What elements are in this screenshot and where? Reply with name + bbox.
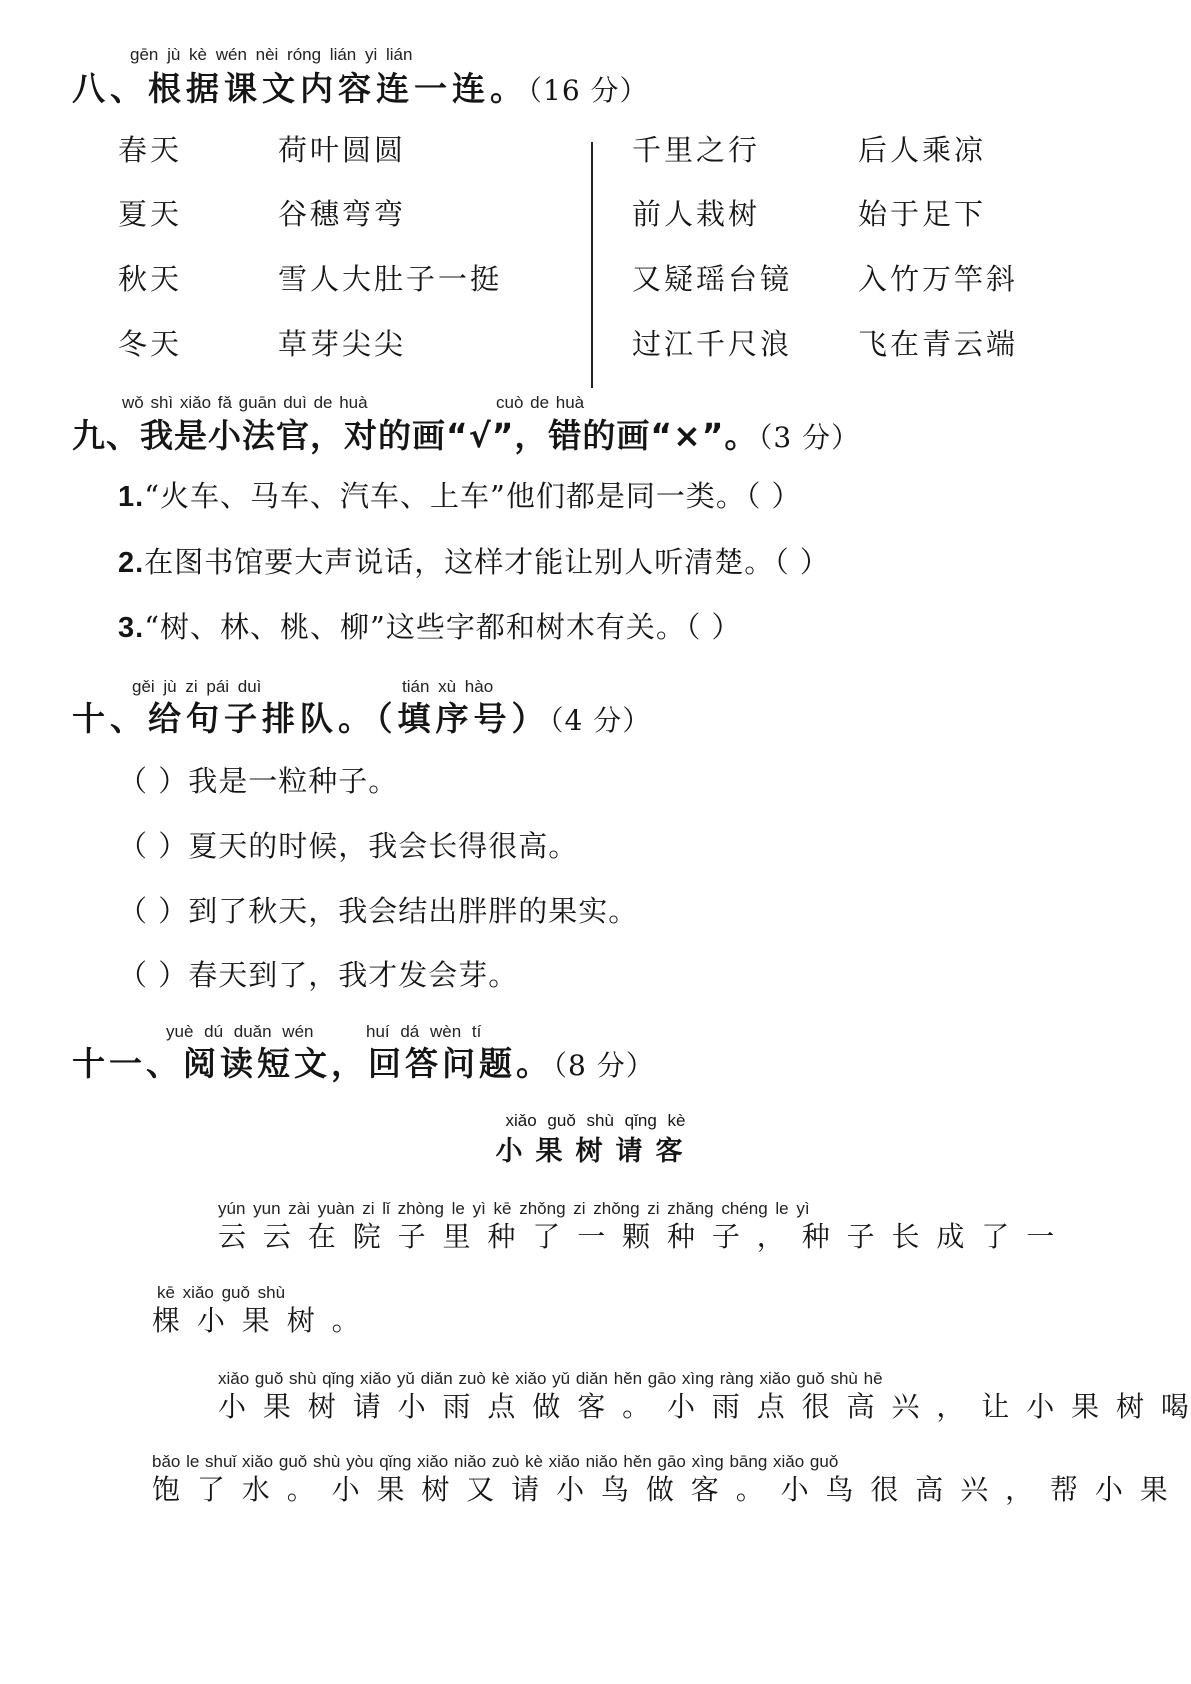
- story-line-4: 饱 了 水 。 小 果 树 又 请 小 鸟 做 客 。 小 鸟 很 高 兴 ， 帮 小 果: [152, 1473, 1170, 1506]
- story-line-3-pinyin: xiǎo guǒ shù qǐng xiǎo yǔ diǎn zuò kè xiǎo yǔ diǎn hěn gāo xìng ràng xiǎo guǒ shù hē: [218, 1369, 883, 1388]
- story-line-1: 云 云 在 院 子 里 种 了 一 颗 种 子 ， 种 子 长 成 了 一: [218, 1220, 1057, 1253]
- section9-pinyin-a: wǒ shì xiǎo fǎ guān duì de huà: [122, 393, 368, 412]
- match-left-b-4: 草芽尖尖: [278, 327, 407, 361]
- section9-score: （3 分）: [758, 421, 861, 454]
- section9-title: 九、我是小法官，对的画“√”，错的画“×”。: [72, 416, 759, 455]
- judge-item-1-text: “火车、马车、汽车、上车”他们都是同一类。（ ）: [144, 479, 802, 513]
- judge-item-2-text: 在图书馆要大声说话，这样才能让别人听清楚。（ ）: [144, 545, 830, 579]
- order-item-3: （ ）到了秋天，我会结出胖胖的果实。: [118, 894, 639, 928]
- judge-item-1-number: 1.: [118, 481, 145, 513]
- story-title: 小果树请客: [495, 1136, 696, 1167]
- match-left-b-3: 雪人大肚子一挺: [278, 262, 503, 296]
- judge-item-2-number: 2.: [118, 547, 145, 579]
- section8-score: （16 分）: [528, 74, 649, 107]
- section8-heading: [72, 69, 649, 108]
- section11-pinyin-b: huí dá wèn tí: [366, 1022, 482, 1041]
- match-left-b-1: 荷叶圆圆: [278, 133, 407, 167]
- section11-title: 十一、阅读短文，回答问题。: [72, 1044, 553, 1083]
- match-left-a-4: 冬天: [118, 327, 183, 361]
- section10-score: （4 分）: [549, 704, 652, 737]
- match-right-b-3: 入竹万竿斜: [858, 262, 1019, 296]
- order-item-2: （ ）夏天的时候，我会长得很高。: [118, 829, 579, 863]
- match-right-b-1: 后人乘凉: [858, 133, 987, 167]
- order-item-1: （ ）我是一粒种子。: [118, 764, 399, 798]
- story-line-1-pinyin: yún yun zài yuàn zi lǐ zhòng le yì kē zhǒng zi zhǒng zi zhǎng chéng le yì: [218, 1199, 810, 1218]
- story-line-3: 小 果 树 请 小 雨 点 做 客 。 小 雨 点 很 高 兴 ， 让 小 果 树 喝: [218, 1390, 1191, 1423]
- match-right-a-4: 过江千尺浪: [632, 327, 793, 361]
- match-left-a-1: 春天: [118, 133, 183, 167]
- judge-item-3: [118, 610, 742, 644]
- section10-title: 十、给句子排队。（填序号）: [72, 699, 550, 738]
- section9-pinyin-b: cuò de huà: [496, 393, 585, 412]
- judge-item-3-text: “树、林、桃、柳”这些字都和树木有关。（ ）: [144, 610, 742, 644]
- judge-item-1: [118, 479, 802, 513]
- section11-pinyin-a: yuè dú duǎn wén: [166, 1022, 314, 1041]
- story-line-2-pinyin: kē xiǎo guǒ shù: [157, 1283, 286, 1302]
- match-right-a-1: 千里之行: [632, 133, 761, 167]
- section10-heading: [72, 699, 652, 738]
- section11-score: （8 分）: [553, 1049, 655, 1082]
- judge-item-3-number: 3.: [118, 612, 145, 644]
- story-title-pinyin: xiǎo guǒ shù qǐng kè: [505, 1111, 686, 1130]
- section8-pinyin: gēn jù kè wén nèi róng lián yi lián: [130, 45, 413, 64]
- judge-item-2: [118, 545, 830, 579]
- match-left-b-2: 谷穗弯弯: [278, 197, 407, 231]
- match-right-a-2: 前人栽树: [632, 197, 761, 231]
- story-line-2: 棵 小 果 树 。: [152, 1304, 362, 1337]
- column-divider: [591, 142, 593, 388]
- match-right-b-2: 始于足下: [858, 197, 987, 231]
- section8-title: 八、根据课文内容连一连。: [72, 69, 528, 108]
- section11-heading: [72, 1044, 655, 1083]
- section9-heading: [72, 416, 861, 455]
- section10-pinyin-a: gěi jù zi pái duì: [132, 677, 262, 696]
- match-left-a-3: 秋天: [118, 262, 183, 296]
- match-left-a-2: 夏天: [118, 197, 183, 231]
- match-right-a-3: 又疑瑶台镜: [632, 262, 793, 296]
- section10-pinyin-b: tián xù hào: [402, 677, 494, 696]
- story-line-4-pinyin: bǎo le shuǐ xiǎo guǒ shù yòu qǐng xiǎo niǎo zuò kè xiǎo niǎo hěn gāo xìng bāng xiǎo guǒ: [152, 1452, 839, 1471]
- match-right-b-4: 飞在青云端: [858, 327, 1019, 361]
- order-item-4: （ ）春天到了，我才发会芽。: [118, 958, 519, 992]
